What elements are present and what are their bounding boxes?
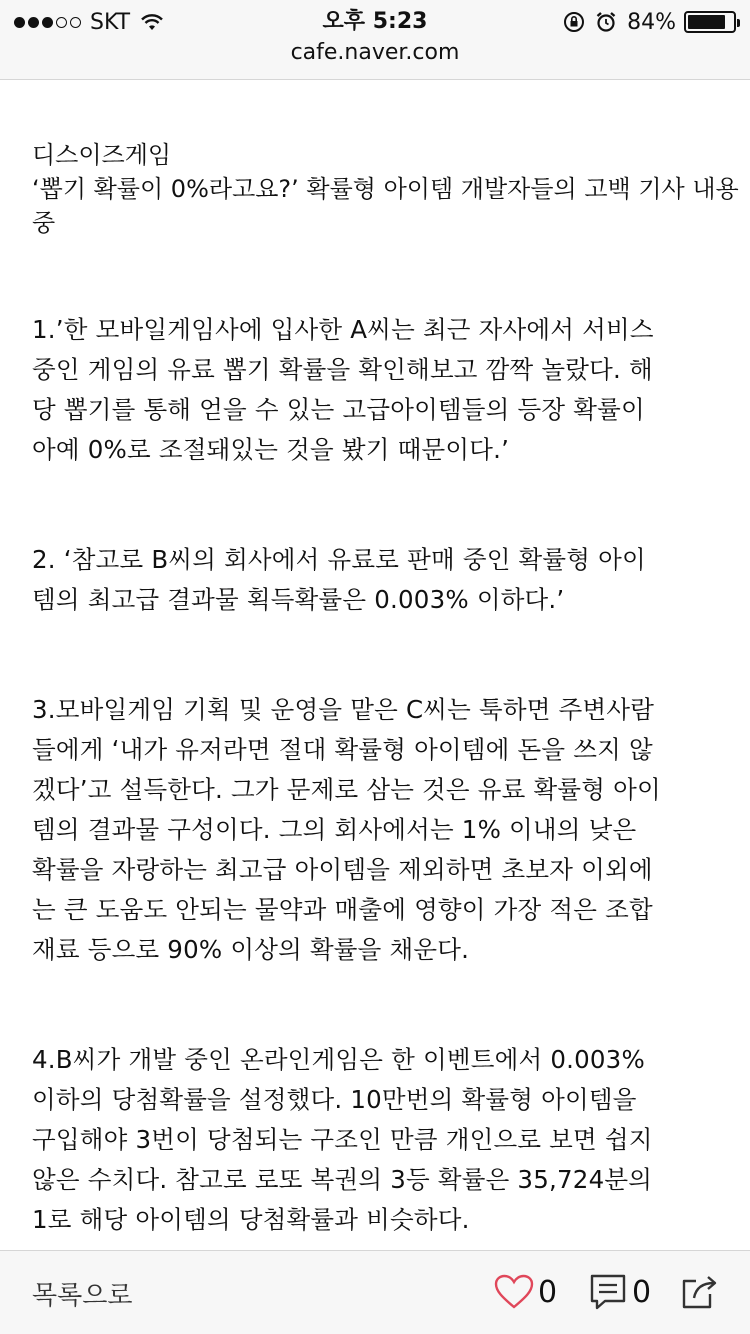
item-line: 중인 게임의 유료 뽑기 확률을 확인해보고 깜짝 놀랐다. 해	[32, 355, 653, 384]
item-line: 템의 결과물 구성이다. 그의 회사에서는 1% 이내의 낮은	[32, 815, 637, 844]
item-line: 는 큰 도움도 안되는 물약과 매출에 영향이 가장 적은 조합	[32, 895, 653, 924]
item-line: 구입해야 3번이 당첨되는 구조인 만큼 개인으로 보면 쉽지	[32, 1125, 653, 1154]
item-line: 아예 0%로 조절돼있는 것을 봤기 때문이다.’	[32, 435, 510, 464]
item-line: 2. ‘참고로 B씨의 회사에서 유료로 판매 중인 확률형 아이	[32, 545, 646, 574]
orientation-lock-icon	[563, 11, 585, 33]
battery-cap	[737, 19, 740, 27]
item-line: 4.B씨가 개발 중인 온라인게임은 한 이벤트에서 0.003%	[32, 1045, 645, 1074]
intro-line: 중	[32, 209, 56, 237]
status-bar	[0, 0, 750, 80]
spacer	[32, 274, 722, 310]
item-line: 당 뽑기를 통해 얻을 수 있는 고급아이템들의 등장 확률이	[32, 395, 645, 424]
item-line: 들에게 ‘내가 유저라면 절대 확률형 아이템에 돈을 쓰지 않	[32, 735, 653, 764]
list-item	[32, 690, 722, 970]
bottom-action-bar	[0, 1250, 750, 1334]
list-item	[32, 1040, 722, 1240]
item-line: 이하의 당첨확률을 설정했다. 10만번의 확률형 아이템을	[32, 1085, 637, 1114]
post-content	[32, 138, 739, 1310]
item-line: 3.모바일게임 기획 및 운영을 맡은 C씨는 툭하면 주변사람	[32, 695, 655, 724]
battery-level	[688, 15, 725, 29]
item-line: 1.’한 모바일게임사에 입사한 A씨는 최근 자사에서 서비스	[32, 315, 654, 344]
post-intro	[32, 138, 739, 240]
back-to-list-button[interactable]: 목록으로	[32, 1281, 133, 1311]
status-right	[563, 6, 736, 38]
comment-icon	[588, 1272, 628, 1312]
url-bar[interactable]: cafe.naver.com	[290, 40, 460, 65]
item-line: 겠다’고 설득한다. 그가 문제로 삼는 것은 유료 확률형 아이	[32, 775, 661, 804]
like-button[interactable]	[494, 1267, 557, 1317]
alarm-icon	[595, 11, 617, 33]
item-line: 템의 최고급 결과물 획득확률은 0.003% 이하다.’	[32, 585, 565, 614]
item-line: 않은 수치다. 참고로 로또 복권의 3등 확률은 35,724분의	[32, 1165, 653, 1194]
like-count: 0	[538, 1274, 558, 1310]
item-line: 재료 등으로 90% 이상의 확률을 채운다.	[32, 935, 470, 964]
list-item	[32, 540, 722, 620]
share-button[interactable]	[680, 1267, 724, 1317]
heart-icon	[494, 1274, 534, 1310]
share-icon	[680, 1272, 720, 1312]
comment-count: 0	[632, 1274, 652, 1310]
battery-icon	[684, 11, 736, 33]
status-time: 오후 5:23	[322, 9, 428, 34]
battery-percent: 84%	[627, 9, 676, 35]
item-line: 1로 해당 아이템의 당첨확률과 비슷하다.	[32, 1205, 470, 1234]
status-row	[0, 6, 750, 38]
item-line: 확률을 자랑하는 최고급 아이템을 제외하면 초보자 이외에	[32, 855, 653, 884]
carrier-name: SKT	[90, 9, 131, 35]
list-item	[32, 310, 722, 470]
comment-button[interactable]	[588, 1267, 651, 1317]
intro-line: ‘뽑기 확률이 0%라고요?’ 확률형 아이템 개발자들의 고백 기사 내용	[32, 175, 739, 203]
intro-line: 디스이즈게임	[32, 141, 172, 169]
